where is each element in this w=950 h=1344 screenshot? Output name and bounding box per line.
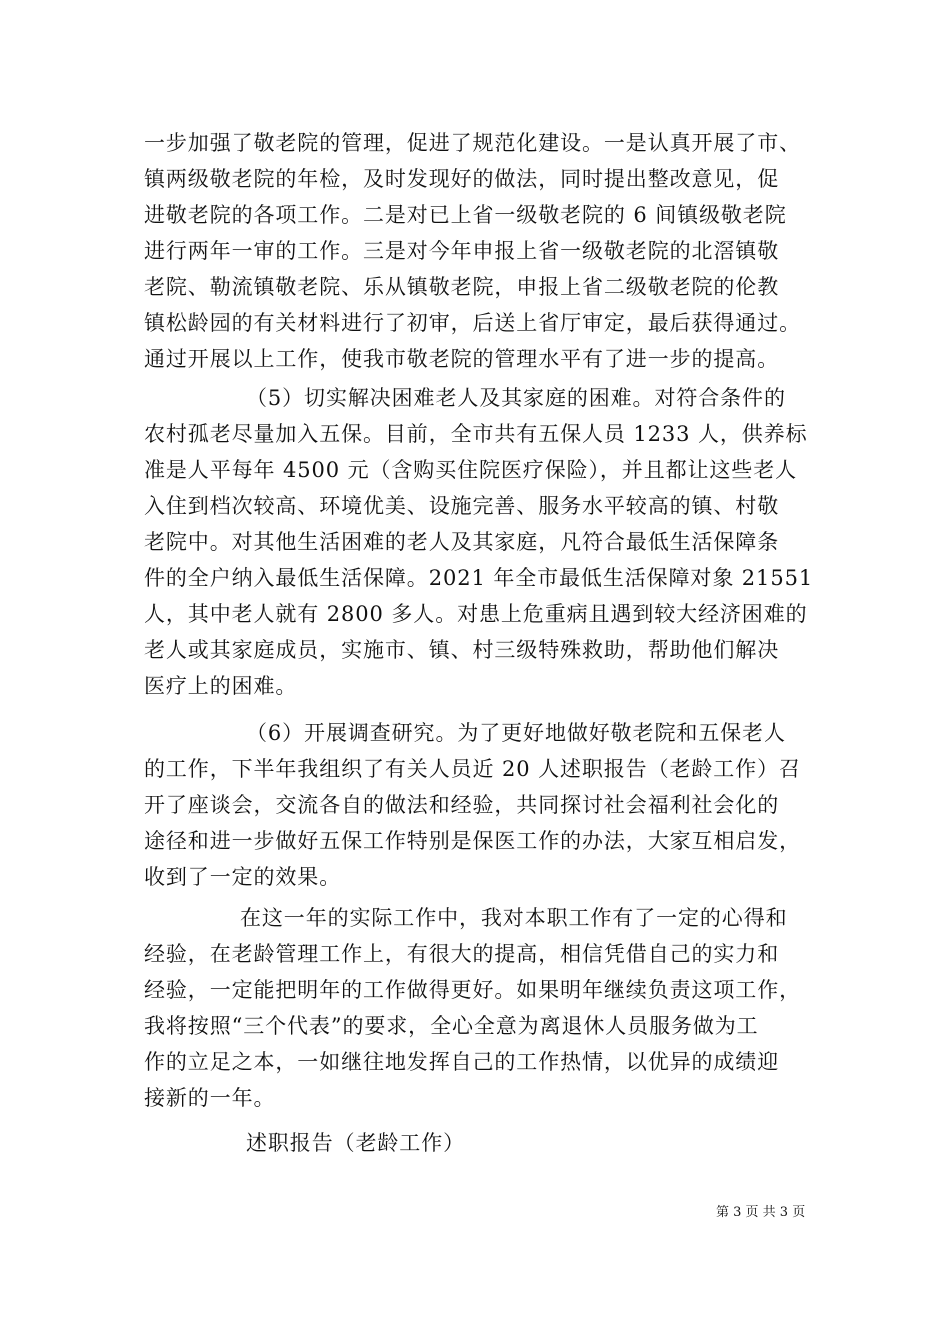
text-line: 农村孤老尽量加入五保。目前，全市共有五保人员 1233 人，供养标 [144, 422, 808, 446]
text-line: 的工作，下半年我组织了有关人员近 20 人述职报告（老龄工作）召 [144, 757, 801, 781]
text-line: 接新的一年。 [144, 1086, 276, 1110]
text-line: 件的全户纳入最低生活保障。2021 年全市最低生活保障对象 21551 [144, 566, 814, 590]
document-subtitle: 述职报告（老龄工作） [246, 1131, 465, 1155]
text-line: 准是人平每年 4500 元（含购买住院医疗保险），并且都让这些老人 [144, 458, 797, 482]
text-line: 人，其中老人就有 2800 多人。对患上危重病且遇到较大经济困难的 [144, 602, 808, 626]
text-line: 老院中。对其他生活困难的老人及其家庭，凡符合最低生活保障条 [144, 530, 780, 554]
text-line: 医疗上的困难。 [144, 674, 298, 698]
text-line: 途径和进一步做好五保工作特别是保医工作的办法，大家互相启发， [144, 829, 801, 853]
paragraph-heading-6: （6）开展调查研究。为了更好地做好敬老院和五保老人 [246, 721, 786, 745]
text-line: 镇松龄园的有关材料进行了初审，后送上省厅审定，最后获得通过。 [144, 311, 801, 335]
text-line: 老人或其家庭成员，实施市、镇、村三级特殊救助，帮助他们解决 [144, 638, 780, 662]
text-line: 我将按照“三个代表”的要求，全心全意为离退休人员服务做为工 [144, 1014, 759, 1038]
text-line: 经验，一定能把明年的工作做得更好。如果明年继续负责这项工作， [144, 978, 801, 1002]
paragraph-start: 在这一年的实际工作中，我对本职工作有了一定的心得和 [240, 906, 788, 930]
text-line: 经验，在老龄管理工作上，有很大的提高，相信凭借自己的实力和 [144, 942, 780, 966]
paragraph-heading-5: （5）切实解决困难老人及其家庭的困难。对符合条件的 [246, 386, 786, 410]
text-line: 进敬老院的各项工作。二是对已上省一级敬老院的 6 间镇级敬老院 [144, 203, 787, 227]
text-line: 入住到档次较高、环境优美、设施完善、服务水平较高的镇、村敬 [144, 494, 780, 518]
text-line: 镇两级敬老院的年检，及时发现好的做法，同时提出整改意见，促 [144, 167, 780, 191]
text-line: 收到了一定的效果。 [144, 865, 342, 889]
text-line: 开了座谈会，交流各自的做法和经验，共同探讨社会福利社会化的 [144, 793, 780, 817]
text-line: 老院、勒流镇敬老院、乐从镇敬老院，申报上省二级敬老院的伦教 [144, 275, 780, 299]
text-line: 作的立足之本，一如继往地发挥自己的工作热情，以优异的成绩迎 [144, 1050, 780, 1074]
text-line: 通过开展以上工作，使我市敬老院的管理水平有了进一步的提高。 [144, 347, 780, 371]
page-number: 第 3 页 共 3 页 [716, 1205, 806, 1220]
text-line: 进行两年一审的工作。三是对今年申报上省一级敬老院的北滘镇敬 [144, 239, 780, 263]
text-line: 一步加强了敬老院的管理，促进了规范化建设。一是认真开展了市、 [144, 131, 801, 155]
